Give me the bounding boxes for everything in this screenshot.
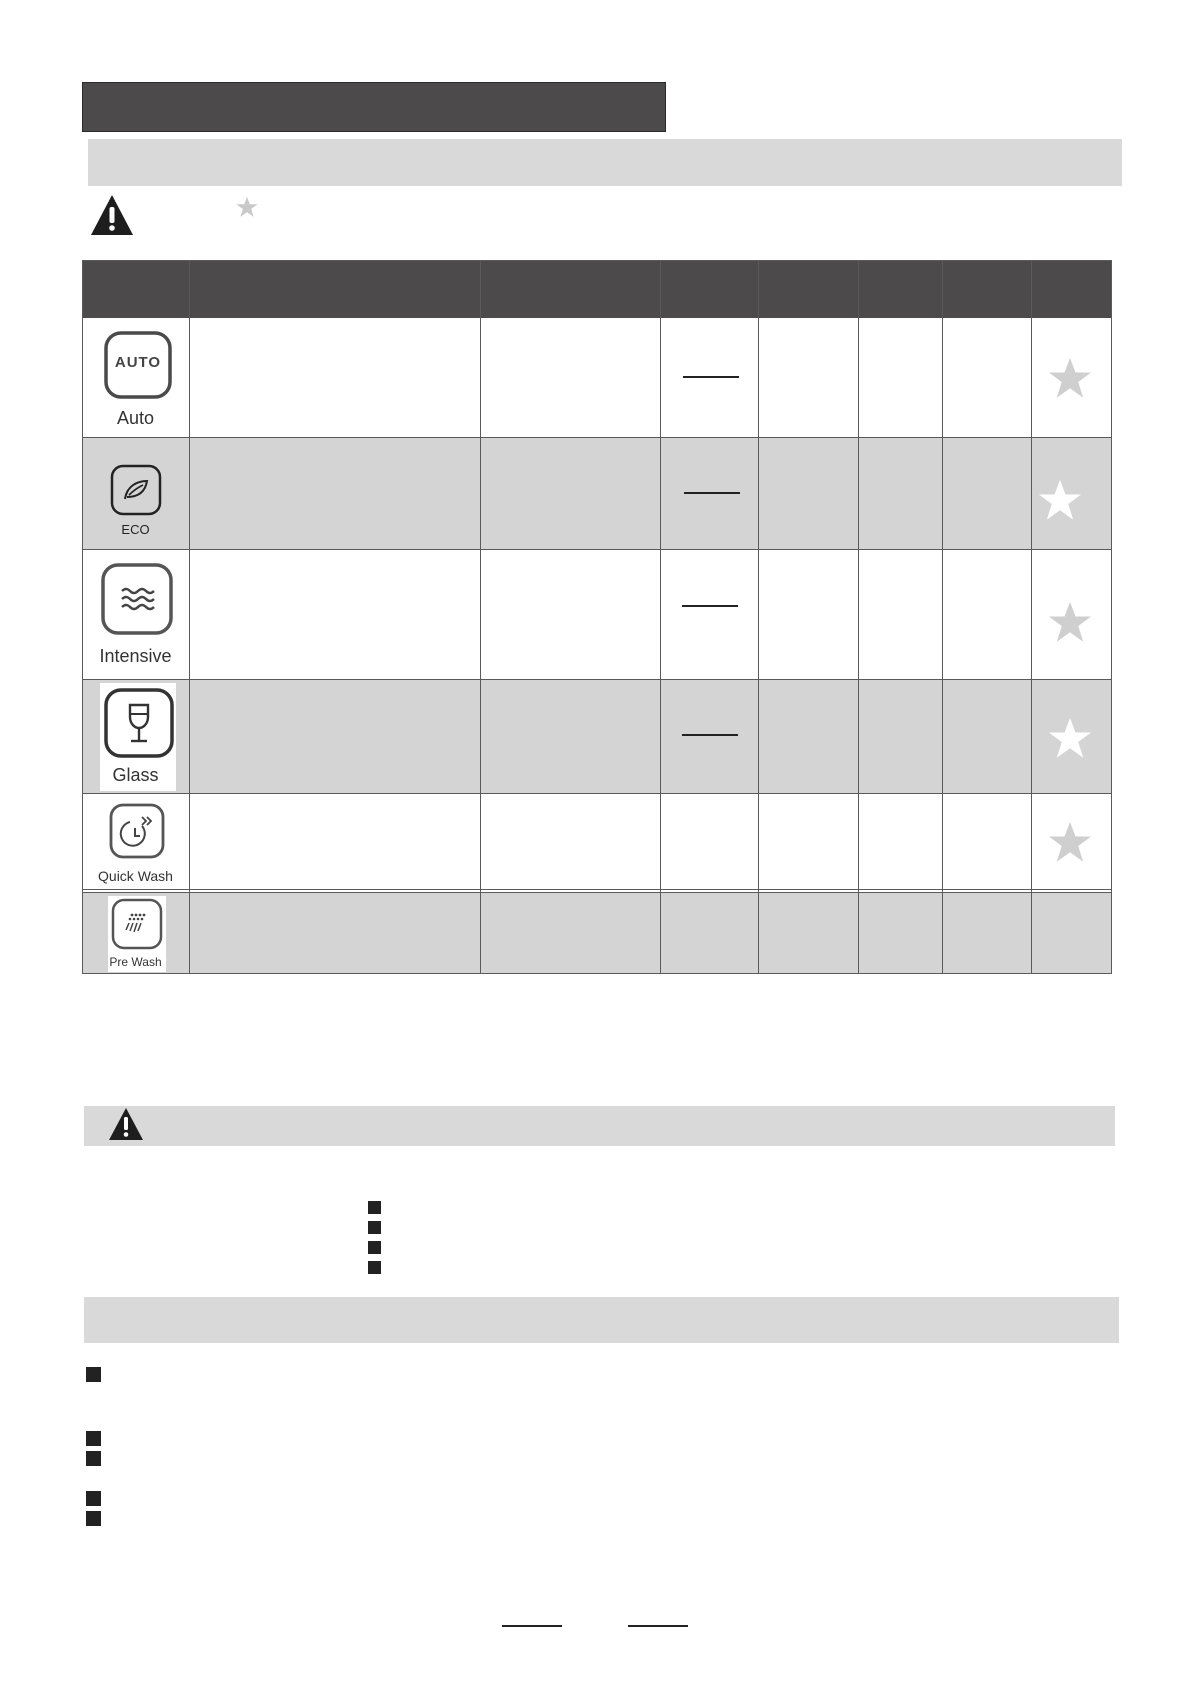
eco-leaf-icon (110, 464, 162, 516)
star-icon (1048, 716, 1092, 760)
star-icon (1048, 600, 1092, 644)
star-icon (1048, 356, 1092, 400)
value-dash (684, 492, 740, 494)
star-icon (236, 196, 258, 218)
intensive-waves-icon (100, 562, 174, 636)
table-row-eco (82, 438, 1112, 550)
table-row-pre-wash (82, 892, 1112, 974)
bullet-square-icon (86, 1367, 101, 1382)
column-divider (942, 260, 943, 974)
table-row-glass (82, 680, 1112, 794)
bullet-square-icon (368, 1261, 381, 1274)
quick-wash-icon (109, 803, 165, 859)
value-dash (682, 605, 738, 607)
program-name: ECO (121, 522, 150, 537)
star-icon (1038, 478, 1082, 522)
table-row-auto (82, 318, 1112, 438)
program-name: Quick Wash (98, 868, 173, 884)
underline-mark (502, 1625, 562, 1627)
program-cell (82, 438, 189, 549)
column-divider (858, 260, 859, 974)
bullet-square-icon (86, 1431, 101, 1446)
program-cell (82, 550, 189, 679)
program-name: Auto (116, 408, 155, 428)
bullet-square-icon (86, 1511, 101, 1526)
program-table (82, 260, 1112, 974)
column-divider (189, 260, 190, 974)
bullet-square-icon (86, 1451, 101, 1466)
table-header (82, 260, 1112, 318)
glass-icon (103, 687, 175, 759)
auto-icon (103, 330, 173, 400)
bullet-square-icon (368, 1241, 381, 1254)
bullet-square-icon (86, 1491, 101, 1506)
warning-triangle-icon (108, 1107, 144, 1141)
warning-triangle-icon (90, 194, 134, 236)
warning-band (84, 1106, 1115, 1146)
section-title-bar (82, 82, 666, 132)
program-cell (82, 680, 189, 793)
column-divider (758, 260, 759, 974)
value-dash (683, 376, 739, 378)
subsection-band (84, 1297, 1119, 1343)
program-name: Intensive (99, 646, 172, 666)
column-divider (1031, 260, 1032, 974)
program-name: Glass (112, 765, 159, 785)
pre-wash-icon (111, 898, 163, 950)
underline-mark (628, 1625, 688, 1627)
program-cell (82, 318, 189, 437)
table-row-quick-wash (82, 794, 1112, 890)
table-row-intensive (82, 550, 1112, 680)
value-dash (682, 734, 738, 736)
subsection-band (88, 139, 1122, 186)
program-cell (82, 893, 189, 973)
program-cell (82, 794, 189, 889)
program-name: Pre Wash (109, 955, 162, 969)
star-icon (1048, 820, 1092, 864)
bullet-square-icon (368, 1221, 381, 1234)
column-divider (480, 260, 481, 974)
bullet-square-icon (368, 1201, 381, 1214)
column-divider (660, 260, 661, 974)
auto-icon-label: AUTO (114, 354, 162, 371)
